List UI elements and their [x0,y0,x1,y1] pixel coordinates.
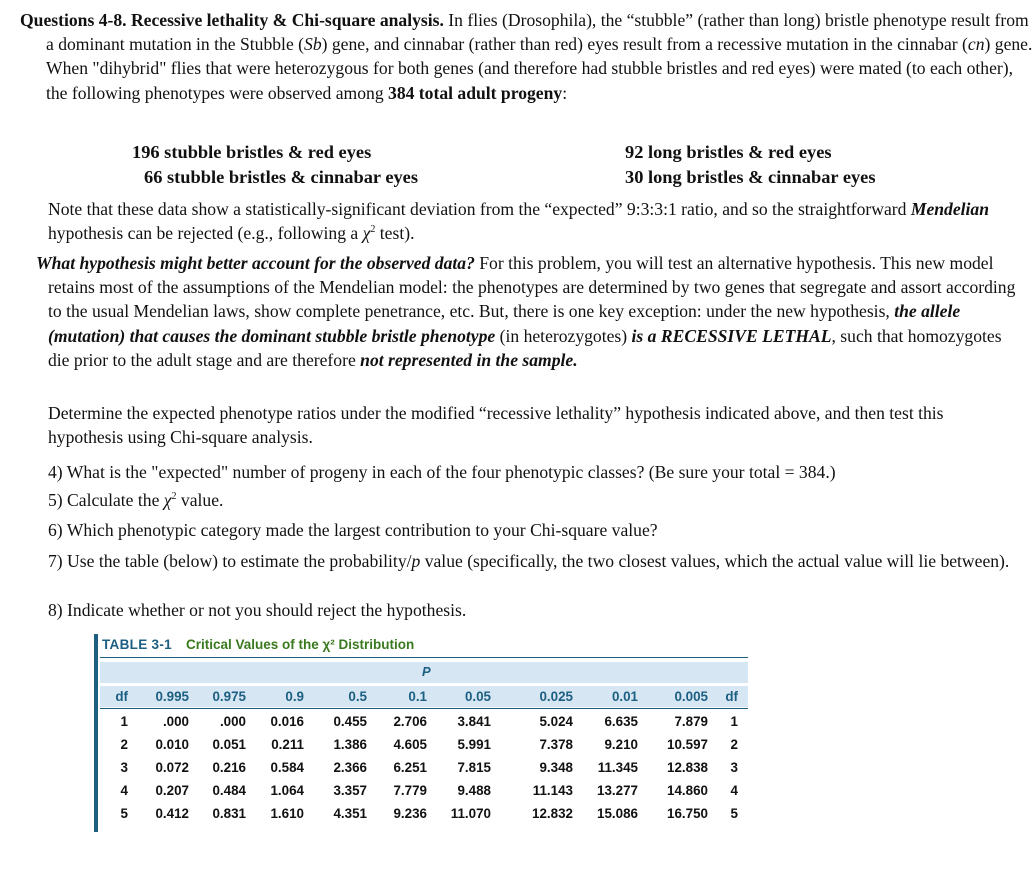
table-cell: 7.378 [539,737,573,752]
table-label: TABLE 3-1 [102,637,172,652]
table-header-cell: 0.01 [611,689,638,704]
intro-sb: Sb [304,34,322,55]
table-p-label: P [422,664,431,679]
intro-cn: cn [967,34,985,55]
table-cell: 16.750 [667,806,708,821]
table-cell: 11.345 [597,760,638,775]
table-cell: 9.210 [604,737,638,752]
table-cell: 1.064 [270,783,304,798]
question-5 [48,488,1008,512]
table-cell: 0.211 [271,737,304,752]
table-title [102,637,414,652]
table-cell: 4.605 [393,737,427,752]
note-text-3: test). [375,223,415,244]
question-5-text-b: value. [176,490,224,510]
table-cell: 5.991 [457,737,491,752]
table-header-cell: 0.025 [539,689,573,704]
table-cell: 2 [730,737,738,752]
table-cell: 4.351 [333,806,367,821]
table-cell: 5 [730,806,738,821]
result-long-red: 92 long bristles & red eyes [625,142,832,162]
table-cell: 6.635 [604,714,638,729]
table-cell: 9.236 [393,806,427,821]
hypothesis-text-1: For this problem, you will test an alternative hypothesis. This new model retains most of the assumptions of the Mendelian model: the phenotypes are determined by two genes that segregate and assort according to the usual Mendelian laws, show complete penetrance, etc. But, there is one key exception: under the new hypothesis, [48,253,1016,322]
table-header-cell: df [115,689,128,704]
intro-text-4: : [562,82,568,103]
table-side-bar [94,634,98,832]
hypothesis-question: What hypothesis might better account for the observed data? [36,253,475,273]
table-cell: 15.086 [597,806,638,821]
table-cell: 12.832 [532,806,573,821]
note-text-2: hypothesis can be rejected (e.g., following a [48,223,363,244]
table-cell: 3 [730,760,738,775]
table-header-cell: 0.1 [408,689,427,704]
table-cell: 1 [120,714,128,729]
table-cell: 0.412 [155,806,189,821]
table-cell: 2.706 [393,714,427,729]
table-header-cell: 0.05 [464,689,491,704]
note-chi: χ [362,223,371,244]
table-cell: 0.831 [212,806,246,821]
table-rule-top [100,657,748,658]
table-cell: 12.838 [667,760,708,775]
note-mendelian: Mendelian [910,199,990,219]
intro-text-1: In flies (Drosophila), the “stubble” (rather than long) bristle phenotype result from a dominant mutation in the Stubble ( [46,10,1029,55]
table-cell: 4 [730,783,738,798]
table-cell: 7.879 [674,714,708,729]
table-header-cell: 0.975 [212,689,246,704]
table-header-cell: df [725,689,738,704]
table-name: Critical Values of the χ² Distribution [185,637,415,652]
table-cell: 2 [120,737,128,752]
table-cell: 0.455 [333,714,367,729]
table-cell: 4 [120,783,128,798]
table-cell: 1.610 [270,806,304,821]
table-cell: 14.860 [667,783,708,798]
table-cell: 9.488 [457,783,491,798]
result-long-cinnabar: 30 long bristles & cinnabar eyes [625,167,876,187]
table-cell: 9.348 [539,760,573,775]
table-header-cell: 0.5 [348,689,367,704]
table-header-cell: 0.995 [155,689,189,704]
intro-heading: Questions 4-8. Recessive lethality & Chi-square analysis. [20,10,444,30]
table-cell: 0.010 [155,737,189,752]
hypothesis-bold-1: the allele (mutation) that causes the dominant stubble bristle phenotype [48,301,961,346]
table-cell: .000 [219,714,246,729]
note-text-1: Note that these data show a statistically-significant deviation from the “expected” 9:3:3:1 ratio, and so the straightforward [48,199,911,219]
table-header-cell: 0.9 [285,689,304,704]
table-cell: 0.016 [270,714,304,729]
intro-text-2: ) gene, and cinnabar (rather than red) eyes result from a recessive mutation in the cinnabar ( [321,34,968,55]
table-cell: .000 [162,714,189,729]
question-7 [48,549,1025,573]
note-chi-sq: 2 [370,224,376,236]
table-cell: 1 [730,714,738,729]
table-cell: 13.277 [597,783,638,798]
table-cell: 0.216 [212,760,246,775]
question-7-p: p [411,551,421,571]
table-cell: 3 [120,760,128,775]
chi-square-table [94,634,748,832]
table-cell: 11.143 [532,783,573,798]
hypothesis-paragraph [20,251,1018,372]
table-cell: 0.207 [155,783,189,798]
table-cell: 3.841 [457,714,491,729]
intro-paragraph [20,8,1036,105]
table-cell: 11.070 [450,806,491,821]
note-paragraph [48,197,998,245]
table-rule-header [100,708,748,709]
table-cell: 7.779 [393,783,427,798]
table-header-cell: 0.005 [674,689,708,704]
question-7-text-b: value (specifically, the two closest values, which the actual value will lie between). [420,551,1010,571]
table-cell: 0.051 [212,737,246,752]
hypothesis-text-2: (in heterozygotes) [495,325,632,346]
table-cell: 7.815 [457,760,491,775]
question-5-text-a: 5) Calculate the [48,490,164,510]
question-8: 8) Indicate whether or not you should reject the hypothesis. [48,600,467,620]
table-cell: 1.386 [333,737,367,752]
table-cell: 0.484 [212,783,246,798]
table-cell: 2.366 [333,760,367,775]
question-7-text-a: 7) Use the table (below) to estimate the probability/ [48,551,412,571]
table-cell: 10.597 [667,737,708,752]
table-cell: 0.584 [270,760,304,775]
result-stubble-red: 196 stubble bristles & red eyes [132,142,372,162]
table-cell: 5.024 [539,714,573,729]
table-cell: 3.357 [333,783,367,798]
question-6: 6) Which phenotypic category made the largest contribution to your Chi-square value? [48,520,658,540]
hypothesis-bold-2: is a RECESSIVE LETHAL [631,325,832,346]
determine-paragraph: Determine the expected phenotype ratios under the modified “recessive lethality” hypothesis indicated above, and then test this hypothesis using Chi-square analysis. [48,403,944,448]
question-5-chi: χ [163,490,172,510]
intro-text-3: ) gene. When "dihybrid" flies that were heterozygous for both genes (and therefore had stubble bristles and red eyes) were mated (to each other), the following phenotypes were observed among [46,34,1033,103]
intro-total: 384 total adult progeny [388,82,563,103]
result-stubble-cinnabar: 66 stubble bristles & cinnabar eyes [144,167,419,187]
hypothesis-text-3: , such that homozygotes die prior to the adult stage and are therefore [48,325,1002,370]
table-cell: 0.072 [155,760,189,775]
question-4: 4) What is the "expected" number of progeny in each of the four phenotypic classes? (Be sure your total = 384.) [48,462,836,482]
table-cell: 5 [120,806,128,821]
hypothesis-bold-3: not represented in the sample. [360,349,578,370]
table-cell: 6.251 [393,760,427,775]
question-5-chi-sq: 2 [171,491,177,502]
